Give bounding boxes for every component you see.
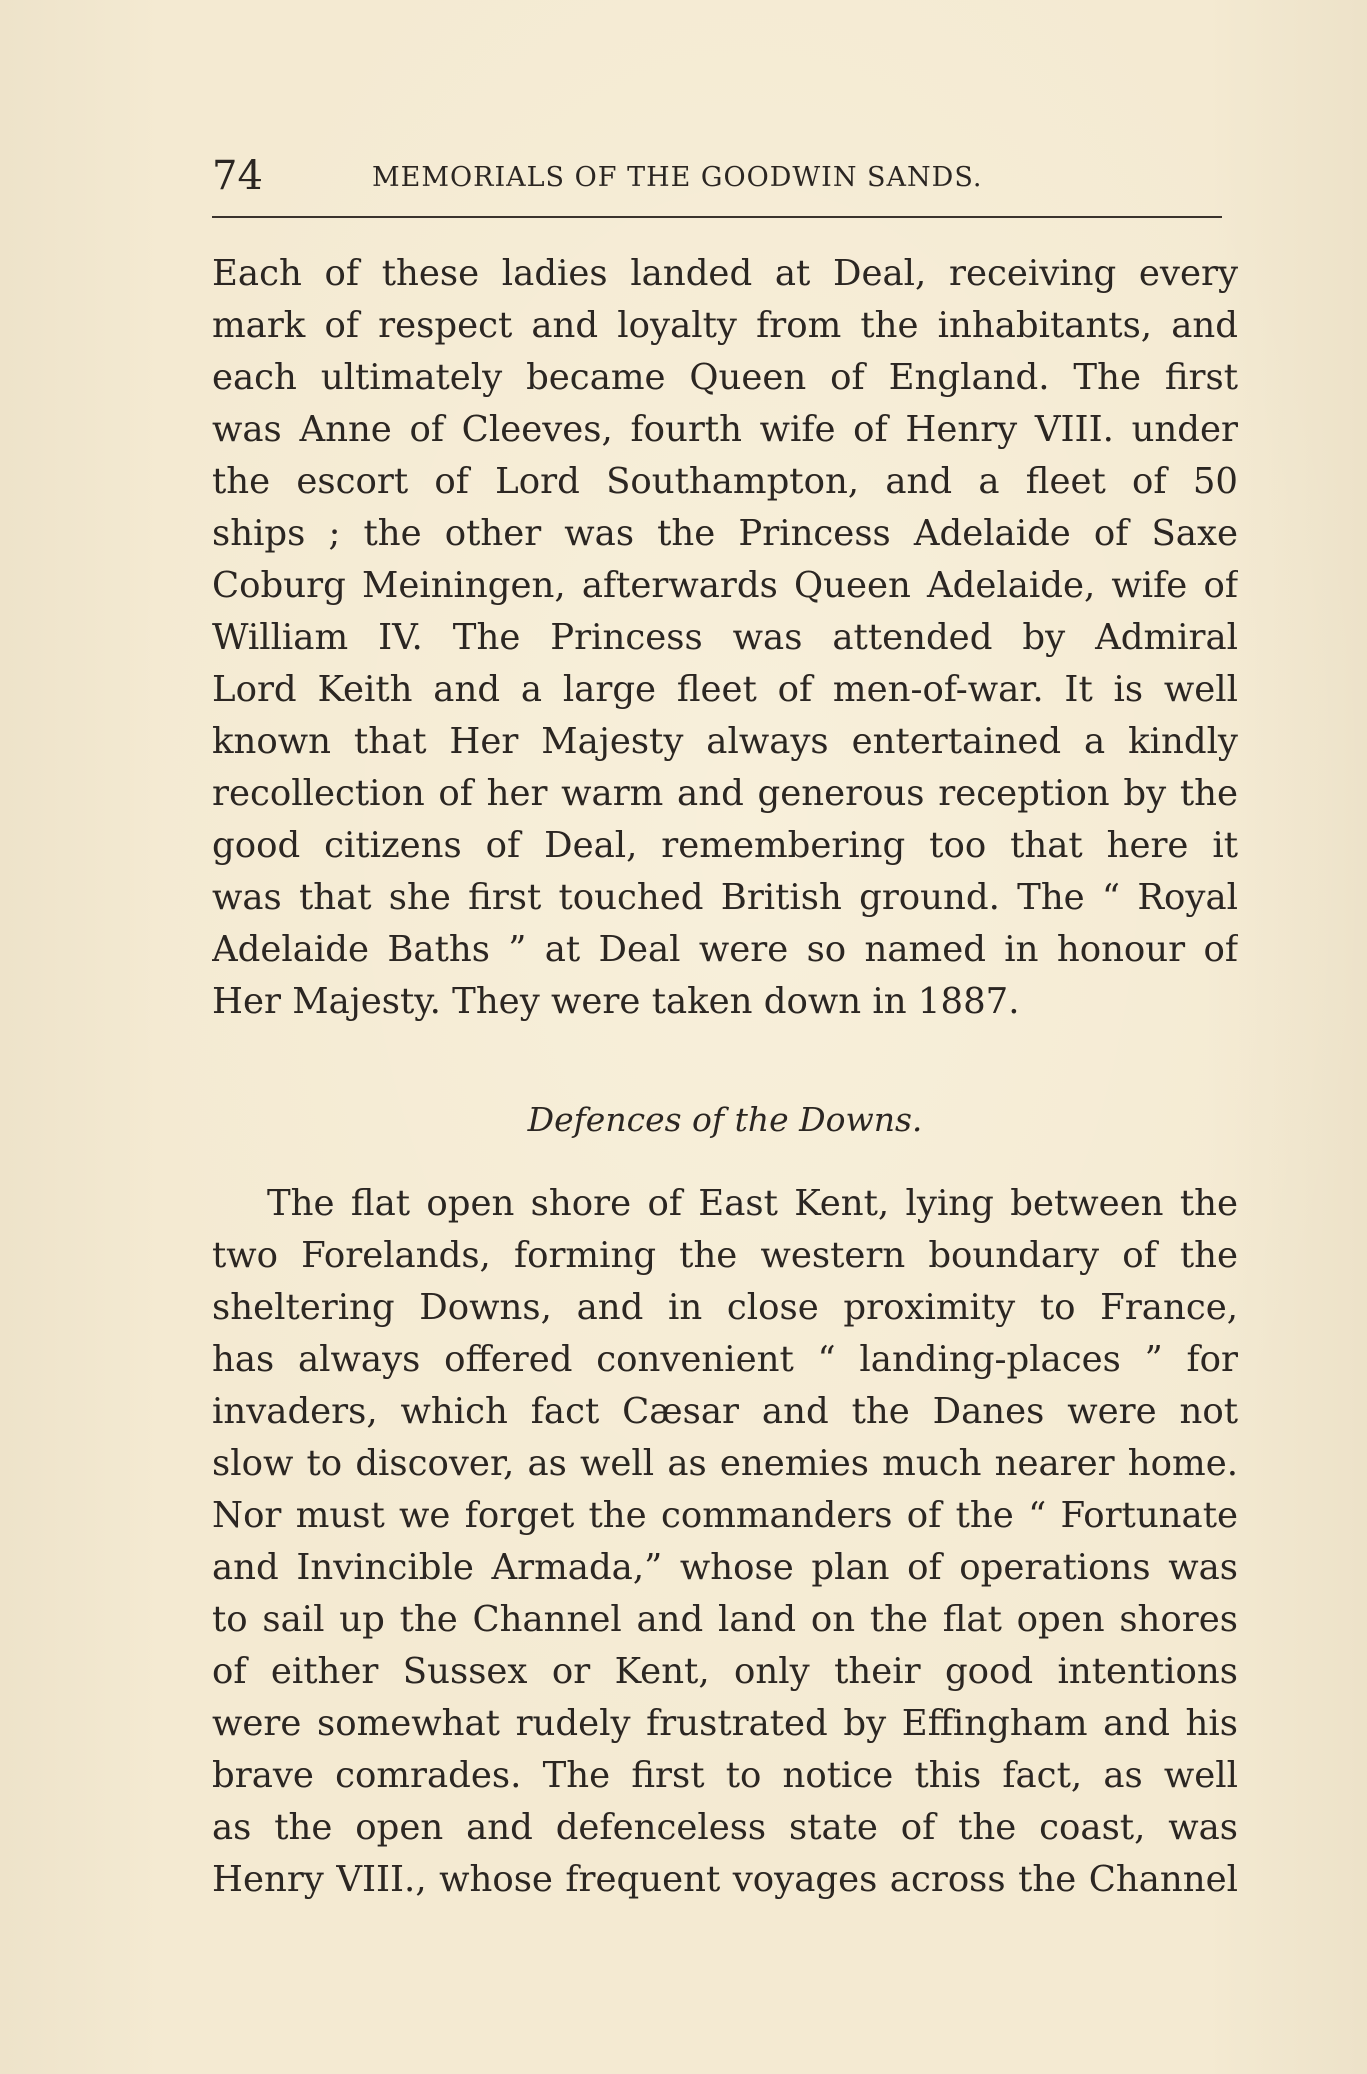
page-number: 74 bbox=[212, 153, 263, 199]
running-head: MEMORIALS OF THE GOODWIN SANDS. bbox=[372, 162, 983, 193]
text-line: recollection of her warm and generous reception by the bbox=[212, 773, 1238, 814]
text-line: Adelaide Baths ” at Deal were so named in honour of bbox=[212, 929, 1238, 970]
text-line: mark of respect and loyalty from the inhabitants, and bbox=[212, 305, 1238, 346]
text-line: the escort of Lord Southampton, and a fleet of 50 bbox=[212, 461, 1238, 502]
section-heading: Defences of the Downs. bbox=[527, 1100, 923, 1139]
text-line: of either Sussex or Kent, only their good intentions bbox=[212, 1651, 1238, 1692]
text-line: brave comrades. The first to notice this fact, as well bbox=[212, 1755, 1238, 1796]
text-line: two Forelands, forming the western boundary of the bbox=[212, 1235, 1238, 1276]
paragraph-royal-arrivals bbox=[212, 248, 1238, 1028]
text-line: and Invincible Armada,” whose plan of operations was bbox=[212, 1547, 1238, 1588]
text-line: Henry VIII., whose frequent voyages across the Channel bbox=[212, 1859, 1238, 1900]
header-rule bbox=[212, 216, 1222, 218]
text-line: known that Her Majesty always entertained a kindly bbox=[212, 721, 1238, 762]
text-line: invaders, which fact Cæsar and the Danes were not bbox=[212, 1391, 1238, 1432]
text-line: were somewhat rudely frustrated by Effingham and his bbox=[212, 1703, 1238, 1744]
text-line: Nor must we forget the commanders of the “ Fortunate bbox=[212, 1495, 1238, 1536]
text-line: ships ; the other was the Princess Adelaide of Saxe bbox=[212, 513, 1238, 554]
text-line: slow to discover, as well as enemies much nearer home. bbox=[212, 1443, 1238, 1484]
text-line: was that she first touched British ground. The “ Royal bbox=[212, 877, 1238, 918]
text-line: Each of these ladies landed at Deal, receiving every bbox=[212, 253, 1238, 294]
text-line: each ultimately became Queen of England. The first bbox=[212, 357, 1238, 398]
text-line: sheltering Downs, and in close proximity to France, bbox=[212, 1287, 1238, 1328]
text-line: to sail up the Channel and land on the flat open shores bbox=[212, 1599, 1238, 1640]
text-line: The flat open shore of East Kent, lying between the bbox=[267, 1183, 1238, 1224]
text-line: as the open and defenceless state of the coast, was bbox=[212, 1807, 1238, 1848]
text-line: Her Majesty. They were taken down in 1887. bbox=[212, 981, 1020, 1022]
text-line: good citizens of Deal, remembering too that here it bbox=[212, 825, 1238, 866]
text-line: Coburg Meiningen, afterwards Queen Adelaide, wife of bbox=[212, 565, 1238, 606]
text-line: William IV. The Princess was attended by Admiral bbox=[212, 617, 1238, 658]
text-line: Lord Keith and a large fleet of men-of-war. It is well bbox=[212, 669, 1238, 710]
page-header bbox=[212, 150, 1222, 202]
text-line: has always offered convenient “ landing-places ” for bbox=[212, 1339, 1238, 1380]
text-line: was Anne of Cleeves, fourth wife of Henry VIII. under bbox=[212, 409, 1238, 450]
paragraph-defences bbox=[212, 1178, 1238, 1906]
